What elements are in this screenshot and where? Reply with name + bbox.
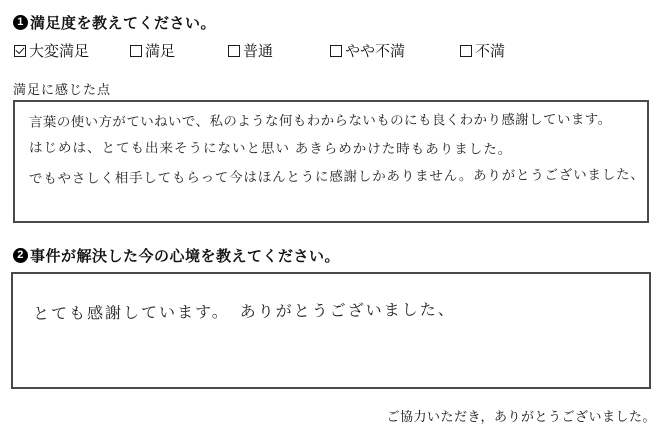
option-very-satisfied[interactable]	[14, 40, 89, 61]
q1-number-badge: 1	[13, 15, 28, 30]
option-normal[interactable]	[228, 40, 273, 61]
q2-title: 事件が解決した今の心境を教えてください。	[30, 248, 341, 265]
checkbox-somewhat-dissatisfied[interactable]	[330, 45, 342, 57]
handwritten-line: はじめは、とても出来そうにないと思い あきらめかけた時もありました。	[28, 139, 513, 157]
option-label: 普通	[243, 44, 274, 60]
closing-message: ご協力いただき，ありがとうございました。	[386, 409, 656, 424]
q2-answer-box	[11, 272, 651, 389]
checkbox-very-satisfied[interactable]	[14, 45, 26, 57]
q1-title: 満足度を教えてください。	[30, 15, 217, 32]
q2-heading	[13, 245, 340, 266]
option-dissatisfied[interactable]	[460, 40, 505, 61]
checkbox-normal[interactable]	[228, 45, 240, 57]
option-somewhat-dissatisfied[interactable]	[330, 40, 405, 61]
option-satisfied[interactable]	[130, 40, 175, 61]
q1-heading	[13, 12, 216, 33]
option-label: 不満	[475, 44, 506, 60]
q1-answer-box	[13, 100, 649, 223]
satisfied-points-label: 満足に感じた点	[13, 82, 112, 97]
option-label: 大変満足	[29, 44, 90, 60]
option-label: 満足	[145, 44, 176, 60]
checkbox-dissatisfied[interactable]	[460, 45, 472, 57]
handwritten-line: 言葉の使い方がていねいで、私のような何もわからないものにも良くわかり感謝しています。	[28, 111, 612, 130]
handwritten-line: とても感謝しています。 ありがとうございました、	[32, 301, 456, 324]
checkbox-satisfied[interactable]	[130, 45, 142, 57]
handwritten-line: でもやさしく相手してもらって今はほんとうに感謝しかありません。ありがとうございました、	[28, 166, 645, 187]
option-label: やや不満	[345, 44, 406, 60]
satisfaction-options	[0, 40, 668, 62]
q2-number-badge: 2	[13, 248, 28, 263]
